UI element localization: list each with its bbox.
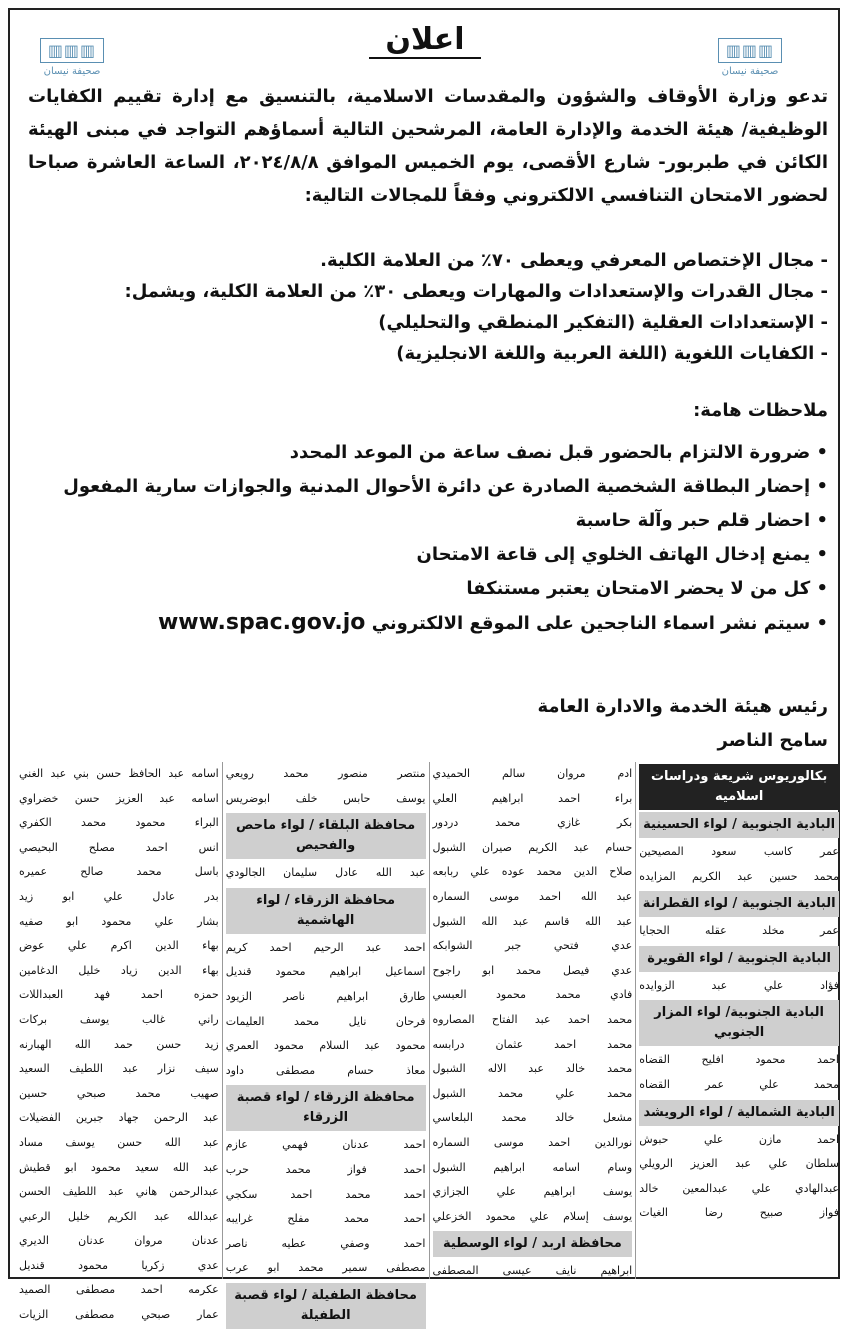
logo-mark-icon: ▥▥▥ <box>40 38 104 63</box>
note-item: • يمنع إدخال الهاتف الخلوي إلى قاعة الامتحان <box>28 538 828 572</box>
candidate-name: براء احمد ابراهيم العلي <box>432 791 633 805</box>
candidate-name: ابراهيم نايف عيسى المصطفى <box>432 1264 633 1278</box>
candidate-name: مشعل خالد محمد البلعاسي <box>432 1111 633 1125</box>
candidate-name: فواز صبيح رضا الغيات <box>639 1206 839 1220</box>
candidates-column <box>429 762 636 1279</box>
candidate-name: منتصر منصور محمد رويعي <box>225 767 426 780</box>
candidate-name: راني غالب يوسف بركات <box>19 1012 219 1026</box>
candidate-name: اسامه عبد العزيز حسن خضراوي <box>19 791 219 805</box>
candidate-name: بهاء الدين اكرم علي عوض <box>19 939 219 953</box>
note-item: • ضرورة الالتزام بالحضور قبل نصف ساعة من الموعد المحدد <box>28 436 828 470</box>
region-header: محافظة الزرقاء / لواء الهاشمية <box>226 888 426 934</box>
candidate-name: عمار صبحي مصطفى الزيات <box>19 1308 219 1322</box>
candidate-name: عدي زكريا محمود قنديل <box>19 1258 219 1272</box>
exam-fields <box>28 245 828 369</box>
candidate-name: بكر غازي محمد دردور <box>432 816 633 830</box>
notes-heading: ملاحظات هامة: <box>693 400 828 421</box>
candidate-name: اسامه عبد الحافظ حسن بني عبد الغني <box>19 767 219 780</box>
announcement-title <box>0 22 850 57</box>
intro-paragraph: تدعو وزارة الأوقاف والشؤون والمقدسات الاسلامية، بالتنسيق مع إدارة تقييم الكفايات الوظيفية/ هيئة الخدمة والإدارة العامة، المرشحين التالية أسماؤهم التواجد في مبنى الهيئة الكائن في طبربور- شارع الأقصى، يوم الخميس الموافق ٢٠٢٤/٨/٨، الساعة العاشرة صباحا لحضور الامتحان التنافسي الالكتروني وفقاً للمجالات التالية: <box>28 86 828 206</box>
candidate-name: فادي محمد محمود العبسي <box>432 988 633 1002</box>
candidate-name: محمد احمد عثمان درابسه <box>432 1037 633 1051</box>
note-item: • احضار قلم حبر وآلة حاسبة <box>28 504 828 538</box>
candidate-name: بدر عادل علي ابو زيد <box>19 889 219 903</box>
region-header: محافظة البلقاء / لواء ماحص والفحيص <box>226 813 426 859</box>
region-header: محافظة الطفيلة / لواء قصبة الطفيلة <box>226 1283 426 1329</box>
note-item: • إحضار البطاقة الشخصية الصادرة عن دائرة الأحوال المدنية والجوازات سارية المفعول <box>28 470 828 504</box>
candidate-name: احمد محمد احمد سكجي <box>225 1187 426 1201</box>
candidate-name: محمد علي عمر القضاه <box>639 1077 839 1091</box>
candidate-name: عمر كاسب سعود المصيحين <box>639 845 839 858</box>
candidate-name: نورالدين احمد موسى السماره <box>432 1135 633 1149</box>
signature-role: رئيس هيئة الخدمة والادارة العامة <box>537 696 828 717</box>
candidate-name: يوسف ابراهيم علي الجزازي <box>432 1185 633 1199</box>
field-item: - الإستعدادات العقلية (التفكير المنطقي والتحليلي) <box>378 312 828 333</box>
candidate-name: وسام اسامه ابراهيم الشبول <box>432 1160 633 1174</box>
region-header: البادية الجنوبية / لواء الحسينية <box>639 812 839 838</box>
logo-mark-icon: ▥▥▥ <box>718 38 782 63</box>
candidate-name: محمد حسين عبد الكريم المزايده <box>639 869 839 883</box>
candidate-name: صهيب محمد صبحي حسين <box>19 1086 219 1100</box>
candidate-name: عبد الله احمد موسى السماره <box>432 889 633 903</box>
region-header: بكالوريوس شريعة ودراسات اسلاميه <box>639 764 839 810</box>
candidate-name: مصطفى سمير محمد ابو عرب <box>225 1261 426 1275</box>
candidate-name: يوسف حابس خلف ابوضريس <box>225 791 426 805</box>
candidate-name: باسل محمد صالح عميره <box>19 865 219 879</box>
candidate-name: عدي فيصل محمد ابو راجوح <box>432 963 633 977</box>
candidate-name: احمد محمد مفلح غرايبه <box>225 1212 426 1226</box>
candidate-name: عبدالله عبد الكريم خليل الرعبي <box>19 1209 219 1223</box>
candidate-name: معاذ حسام مصطفى داود <box>225 1063 426 1077</box>
candidate-name: صلاح الدين محمد عوده علي ربابعه <box>432 865 633 879</box>
candidate-name: حسام عبد الكريم صيران الشبول <box>432 840 633 854</box>
candidate-name: البراء محمود محمد الكفري <box>19 816 219 830</box>
region-header: محافظة الزرقاء / لواء قصبة الزرقاء <box>226 1085 426 1131</box>
candidate-name: احمد عدنان فهمي عازم <box>225 1138 426 1152</box>
candidate-name: عبد الله عادل سليمان الجالودي <box>225 866 426 880</box>
region-header: البادية الشمالية / لواء الرويشد <box>639 1100 839 1126</box>
candidate-name: محمود عبد السلام محمود العمري <box>225 1039 426 1053</box>
candidate-name: حمزه احمد فهد العبداللات <box>19 988 219 1002</box>
website-link[interactable]: www.spac.gov.jo <box>157 610 366 635</box>
candidate-name: عكرمه احمد مصطفى الصميد <box>19 1283 219 1297</box>
candidate-name: بشار علي محمود ابو صفيه <box>19 914 219 928</box>
candidate-name: سيف نزار عبد اللطيف السعيد <box>19 1062 219 1076</box>
candidate-name: فؤاد علي عبد الزوايده <box>639 978 839 992</box>
field-item: - مجال الإختصاص المعرفي ويعطى ٧٠٪ من العلامة الكلية. <box>320 250 828 271</box>
candidate-name: عبد الله قاسم عبد الله الشبول <box>432 914 633 928</box>
candidate-name: طارق ابراهيم ناصر الزيود <box>225 989 426 1003</box>
field-item: - مجال القدرات والإستعدادات والمهارات ويعطى ٣٠٪ من العلامة الكلية، ويشمل: <box>124 281 828 302</box>
title-text: اعلان <box>369 22 480 59</box>
candidate-name: عدنان مروان عدنان الديري <box>19 1234 219 1248</box>
logo-caption: صحيفة نيسان <box>43 66 101 77</box>
candidate-name: عبد الرحمن جهاد جبرين الفضيلات <box>19 1111 219 1125</box>
candidate-name: محمد علي محمد الشبول <box>432 1086 633 1100</box>
candidate-name: يوسف إسلام علي محمود الخزعلي <box>432 1209 633 1223</box>
signature-name: سامح الناصر <box>717 730 828 751</box>
candidate-name: عدي فتحي جبر الشوابكه <box>432 939 633 953</box>
field-item: - الكفايات اللغوية (اللغة العربية واللغة الانجليزية) <box>396 343 828 364</box>
candidates-column <box>635 762 842 1279</box>
candidate-name: فرحان نايل محمد العليمات <box>225 1014 426 1028</box>
candidate-name: انس احمد مصلح البحيصي <box>19 840 219 854</box>
candidate-name: بهاء الدين زياد خليل الدغامين <box>19 963 219 977</box>
candidate-name: زيد حسن حمد الله الهبارنه <box>19 1037 219 1051</box>
signature-block <box>538 690 829 758</box>
candidates-columns <box>16 762 842 1323</box>
candidates-column <box>16 762 222 1322</box>
candidate-name: احمد فواز محمد حرب <box>225 1162 426 1176</box>
candidate-name: ادم مروان سالم الحميدي <box>432 767 633 780</box>
candidates-column <box>222 762 429 1323</box>
candidate-name: عبد الله سعيد محمود ابو قطيش <box>19 1160 219 1174</box>
candidate-name: احمد مازن علي حبوش <box>639 1132 839 1146</box>
logo-caption: صحيفة نيسان <box>721 66 779 77</box>
candidate-name: محمد احمد عبد الفتاح المصاروه <box>432 1012 633 1026</box>
region-header: البادية الجنوبية/ لواء المزار الجنوبي <box>639 1000 839 1046</box>
candidate-name: سلطان علي عبد العزيز الرويلي <box>639 1157 839 1171</box>
candidate-name: اسماعيل ابراهيم محمود قنديل <box>225 965 426 979</box>
region-header: محافظة اربد / لواء الوسطية <box>433 1231 633 1257</box>
candidate-name: محمد خالد عبد الاله الشبول <box>432 1062 633 1076</box>
candidate-name: عبدالهادي علي عبدالمعين خالد <box>639 1181 839 1195</box>
notes-list <box>28 436 828 641</box>
candidate-name: عبد الله حسن يوسف مساد <box>19 1135 219 1149</box>
note-item-website <box>28 606 828 641</box>
candidate-name: احمد وصفي عطيه ناصر <box>225 1236 426 1250</box>
candidate-name: احمد محمود افليح القضاه <box>639 1053 839 1067</box>
region-header: البادية الجنوبية / لواء القطرانة <box>639 891 839 917</box>
note-item: • كل من لا يحضر الامتحان يعتبر مستنكفا <box>28 572 828 606</box>
region-header: البادية الجنوبية / لواء القويرة <box>639 946 839 972</box>
candidate-name: عمر مخلد عقله الحجايا <box>639 924 839 938</box>
website-note: سيتم نشر اسماء الناجحين على الموقع الالكتروني <box>371 613 811 634</box>
candidate-name: عبدالرحمن هاني عبد اللطيف الحسن <box>19 1185 219 1199</box>
candidate-name: احمد عبد الرحيم احمد كريم <box>225 940 426 954</box>
